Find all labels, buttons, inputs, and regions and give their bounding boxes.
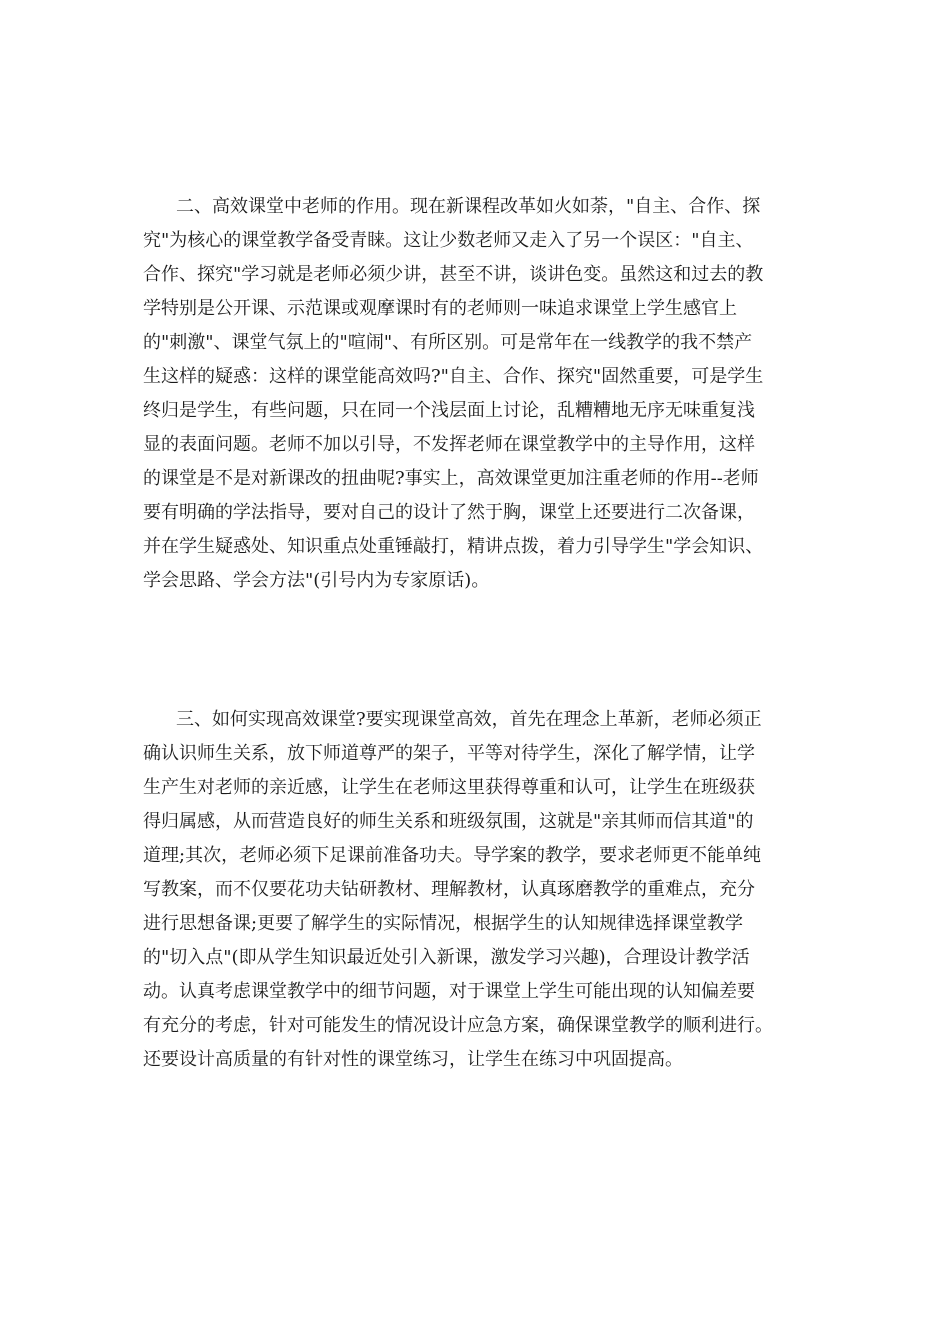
text-line: 道理;其次，老师必须下足课前准备功夫。导学案的教学，要求老师更不能单纯: [143, 845, 762, 866]
text-line: 的"刺激"、课堂气氛上的"喧闹"、有所区别。可是常年在一线教学的我不禁产: [143, 332, 753, 353]
paragraph-achieve-efficient-class: [143, 703, 811, 1077]
text-line: 学特别是公开课、示范课或观摩课时有的老师则一味追求课堂上学生感官上: [143, 298, 737, 319]
text-line: 并在学生疑惑处、知识重点处重锤敲打，精讲点拨，着力引导学生"学会知识、: [143, 536, 764, 557]
text-line: 得归属感，从而营造良好的师生关系和班级氛围，这就是"亲其师而信其道"的: [143, 811, 754, 832]
text-line: 显的表面问题。老师不加以引导，不发挥老师在课堂教学中的主导作用，这样: [143, 434, 755, 455]
text-line: 的课堂是不是对新课改的扭曲呢?事实上，高效课堂更加注重老师的作用--老师: [143, 468, 759, 489]
paragraph-teacher-role: [143, 190, 811, 598]
text-line: 动。认真考虑课堂教学中的细节问题，对于课堂上学生可能出现的认知偏差要: [143, 981, 755, 1002]
text-line: 究"为核心的课堂教学备受青睐。这让少数老师又走入了另一个误区："自主、: [143, 230, 754, 251]
text-line: 三、如何实现高效课堂?要实现课堂高效，首先在理念上革新，老师必须正: [176, 709, 762, 730]
text-line: 还要设计高质量的有针对性的课堂练习，让学生在练习中巩固提高。: [143, 1049, 683, 1070]
text-line: 生这样的疑惑：这样的课堂能高效吗?"自主、合作、探究"固然重要，可是学生: [143, 366, 764, 387]
text-line: 合作、探究"学习就是老师必须少讲，甚至不讲，谈讲色变。虽然这和过去的教: [143, 264, 764, 285]
text-line: 写教案，而不仅要花功夫钻研教材、理解教材，认真琢磨教学的重难点，充分: [143, 879, 755, 900]
text-line: 生产生对老师的亲近感，让学生在老师这里获得尊重和认可，让学生在班级获: [143, 777, 755, 798]
text-line: 学会思路、学会方法"(引号内为专家原话)。: [143, 570, 490, 591]
text-line: 的"切入点"(即从学生知识最近处引入新课，激发学习兴趣)，合理设计教学活: [143, 947, 750, 968]
text-line: 有充分的考虑，针对可能发生的情况设计应急方案，确保课堂教学的顺利进行。: [143, 1015, 773, 1036]
text-line: 二、高效课堂中老师的作用。现在新课程改革如火如荼，"自主、合作、探: [176, 196, 761, 217]
text-line: 要有明确的学法指导，要对自己的设计了然于胸，课堂上还要进行二次备课，: [143, 502, 755, 523]
text-line: 进行思想备课;更要了解学生的实际情况，根据学生的认知规律选择课堂教学: [143, 913, 744, 934]
text-line: 确认识师生关系，放下师道尊严的架子，平等对待学生，深化了解学情，让学: [143, 743, 755, 764]
text-line: 终归是学生，有些问题，只在同一个浅层面上讨论，乱糟糟地无序无味重复浅: [143, 400, 755, 421]
